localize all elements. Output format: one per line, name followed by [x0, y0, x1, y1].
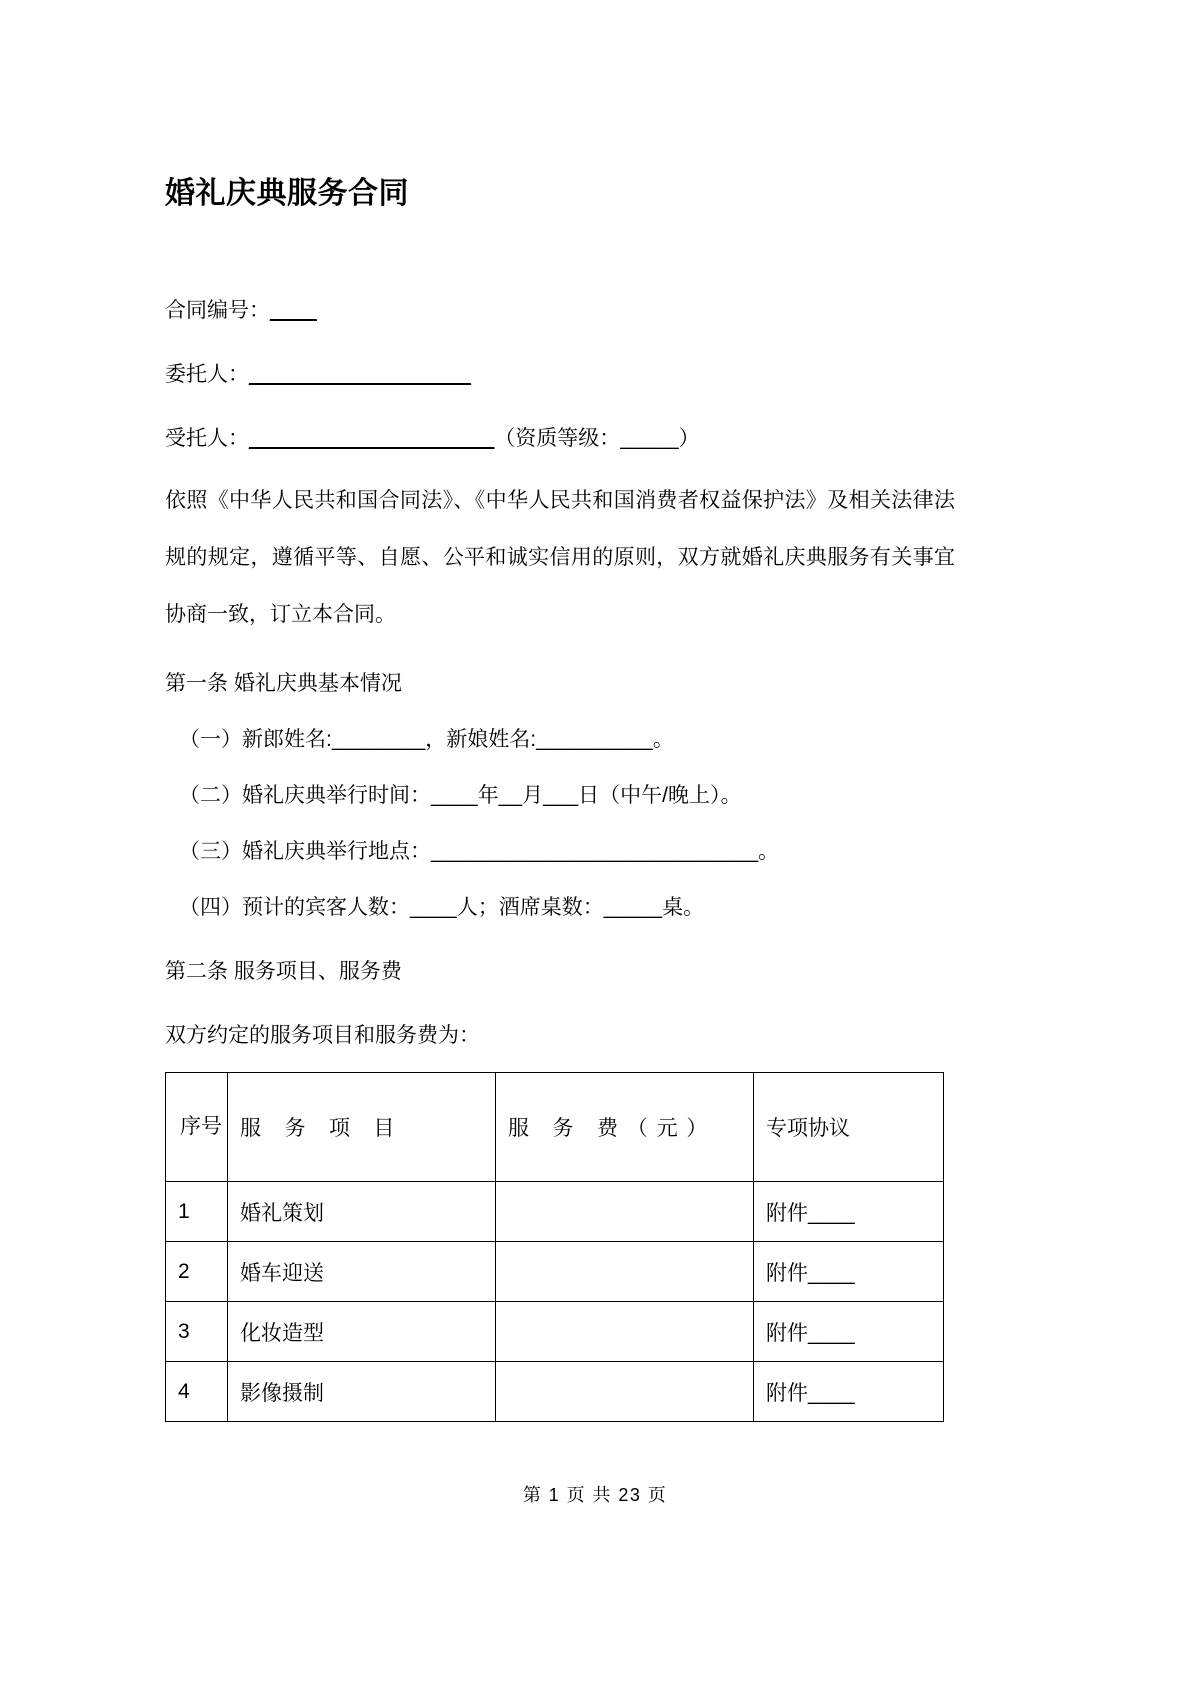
- table-cell-seq: 1: [166, 1182, 228, 1242]
- table-cell-annex[interactable]: 附件____: [754, 1242, 944, 1302]
- clause-two-heading: 第二条 服务项目、服务费: [165, 960, 402, 983]
- table-cell-item: 影像摄制: [228, 1362, 496, 1422]
- clause-one-heading: 第一条 婚礼庆典基本情况: [165, 672, 402, 695]
- table-row: [166, 1182, 944, 1242]
- table-cell-seq: 4: [166, 1362, 228, 1422]
- table-row: [166, 1242, 944, 1302]
- table-cell-fee[interactable]: [496, 1242, 754, 1302]
- table-cell-annex[interactable]: 附件____: [754, 1362, 944, 1422]
- field-trustee-qualification[interactable]: （资质等级：_____）: [494, 427, 700, 450]
- field-trustee-blank[interactable]: _____________________: [249, 427, 495, 450]
- document-content: [165, 0, 965, 1422]
- table-header-row: [166, 1073, 944, 1182]
- table-cell-annex[interactable]: 附件____: [754, 1302, 944, 1362]
- table-cell-item: 婚礼策划: [228, 1182, 496, 1242]
- table-row: [166, 1302, 944, 1362]
- clause-two-lead-in: 双方约定的服务项目和服务费为：: [165, 1024, 480, 1047]
- field-contract-number: [165, 300, 965, 321]
- service-fee-table: [165, 1072, 944, 1422]
- clause-one-item-2: （二）婚礼庆典举行时间：____年__月___日（中午/晚上）。: [179, 784, 742, 807]
- clause-one-item-1: （一）新郎姓名:________，新娘姓名:__________。: [179, 728, 674, 751]
- table-cell-fee[interactable]: [496, 1362, 754, 1422]
- table-header-seq: 序号: [166, 1073, 228, 1182]
- table-row: [166, 1362, 944, 1422]
- field-contract-number-label: 合同编号：: [165, 299, 270, 322]
- field-contract-number-blank[interactable]: ____: [270, 299, 317, 322]
- field-client-blank[interactable]: ___________________: [249, 363, 471, 386]
- table-header-annex: 专项协议: [754, 1073, 944, 1182]
- table-cell-fee[interactable]: [496, 1302, 754, 1362]
- table-cell-seq: 2: [166, 1242, 228, 1302]
- table-cell-item: 化妆造型: [228, 1302, 496, 1362]
- clause-one-item-3: （三）婚礼庆典举行地点：____________________________。: [179, 840, 780, 863]
- table-header-fee: 服 务 费（元）: [496, 1073, 754, 1182]
- field-client-label: 委托人：: [165, 363, 249, 386]
- table-cell-fee[interactable]: [496, 1182, 754, 1242]
- field-trustee: [165, 428, 965, 449]
- page-title: 婚礼庆典服务合同: [165, 177, 409, 210]
- table-cell-seq: 3: [166, 1302, 228, 1362]
- table-header-item: 服 务 项 目: [228, 1073, 496, 1182]
- field-trustee-label: 受托人：: [165, 427, 249, 450]
- table-cell-annex[interactable]: 附件____: [754, 1182, 944, 1242]
- field-client: [165, 364, 965, 385]
- table-cell-item: 婚车迎送: [228, 1242, 496, 1302]
- clause-one-item-4: （四）预计的宾客人数：____人；酒席桌数：_____桌。: [179, 896, 705, 919]
- page-footer: 第 1 页 共 23 页: [522, 1485, 668, 1505]
- preamble-paragraph: 依照《中华人民共和国合同法》、《中华人民共和国消费者权益保护法》及相关法律法规的规定，遵循平等、自愿、公平和诚实信用的原则，双方就婚礼庆典服务有关事宜协商一致，订立本合同。: [165, 489, 955, 626]
